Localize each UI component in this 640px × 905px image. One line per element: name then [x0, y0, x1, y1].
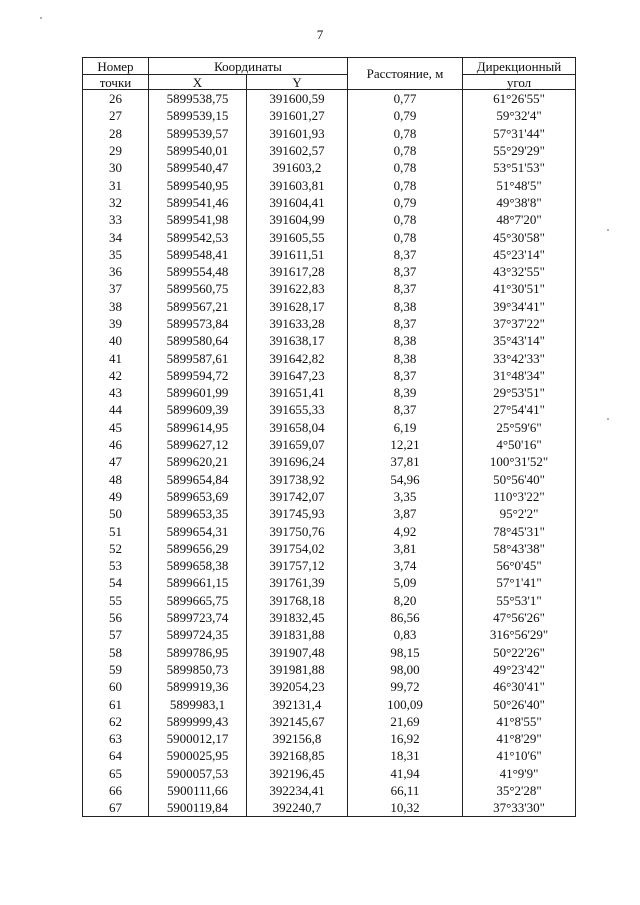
cell-angle: 50°26'40"	[463, 695, 576, 712]
cell-point-number: 48	[83, 471, 149, 488]
cell-y: 392054,23	[247, 678, 348, 695]
cell-x: 5899661,15	[149, 574, 247, 591]
cell-distance: 4,92	[348, 522, 463, 539]
page-number: 7	[316, 27, 324, 42]
cell-y: 391628,17	[247, 298, 348, 315]
cell-x: 5899919,36	[149, 678, 247, 695]
cell-x: 5899567,21	[149, 298, 247, 315]
table-row	[83, 176, 576, 193]
cell-x: 5899653,35	[149, 505, 247, 522]
cell-y: 392196,45	[247, 765, 348, 782]
cell-distance: 0,78	[348, 159, 463, 176]
cell-angle: 43°32'55"	[463, 263, 576, 280]
cell-distance: 98,00	[348, 661, 463, 678]
header-point-number-line2: точки	[83, 75, 149, 90]
cell-distance: 8,37	[348, 401, 463, 418]
table-row	[83, 125, 576, 142]
cell-distance: 8,37	[348, 246, 463, 263]
cell-angle: 57°1'41"	[463, 574, 576, 591]
cell-angle: 61°26'55"	[463, 90, 576, 108]
header-coordinates: Координаты	[149, 58, 348, 75]
cell-y: 391617,28	[247, 263, 348, 280]
cell-y: 392156,8	[247, 730, 348, 747]
cell-x: 5899538,75	[149, 90, 247, 108]
cell-x: 5899620,21	[149, 453, 247, 470]
cell-y: 391658,04	[247, 419, 348, 436]
cell-point-number: 37	[83, 280, 149, 297]
cell-angle: 39°34'41"	[463, 298, 576, 315]
table-row	[83, 488, 576, 505]
cell-distance: 0,78	[348, 228, 463, 245]
cell-distance: 6,19	[348, 419, 463, 436]
cell-angle: 31°48'34"	[463, 367, 576, 384]
cell-y: 391647,23	[247, 367, 348, 384]
cell-distance: 12,21	[348, 436, 463, 453]
cell-point-number: 26	[83, 90, 149, 108]
table-row	[83, 782, 576, 799]
cell-angle: 27°54'41"	[463, 401, 576, 418]
cell-x: 5899539,15	[149, 107, 247, 124]
header-y: Y	[247, 75, 348, 90]
cell-angle: 49°38'8"	[463, 194, 576, 211]
cell-angle: 49°23'42"	[463, 661, 576, 678]
table-row	[83, 194, 576, 211]
cell-point-number: 63	[83, 730, 149, 747]
cell-distance: 54,96	[348, 471, 463, 488]
cell-distance: 3,81	[348, 540, 463, 557]
cell-x: 5899539,57	[149, 125, 247, 142]
cell-point-number: 43	[83, 384, 149, 401]
cell-distance: 8,39	[348, 384, 463, 401]
table-row	[83, 315, 576, 332]
cell-y: 391651,41	[247, 384, 348, 401]
cell-angle: 58°43'38"	[463, 540, 576, 557]
cell-x: 5899609,39	[149, 401, 247, 418]
cell-angle: 37°33'30"	[463, 799, 576, 817]
cell-y: 391601,93	[247, 125, 348, 142]
header-angle-line1: Дирекционный	[476, 58, 562, 74]
table-row	[83, 349, 576, 366]
cell-angle: 33°42'33"	[463, 349, 576, 366]
cell-angle: 56°0'45"	[463, 557, 576, 574]
table-row	[83, 799, 576, 817]
table-row	[83, 246, 576, 263]
cell-angle: 50°56'40"	[463, 471, 576, 488]
cell-y: 391603,81	[247, 176, 348, 193]
scan-speck	[607, 229, 609, 231]
table-row	[83, 592, 576, 609]
cell-x: 5899850,73	[149, 661, 247, 678]
cell-distance: 37,81	[348, 453, 463, 470]
table-row	[83, 401, 576, 418]
cell-point-number: 34	[83, 228, 149, 245]
cell-distance: 8,20	[348, 592, 463, 609]
cell-x: 5900025,95	[149, 747, 247, 764]
cell-angle: 4°50'16"	[463, 436, 576, 453]
cell-angle: 41°10'6"	[463, 747, 576, 764]
cell-distance: 98,15	[348, 644, 463, 661]
cell-y: 391742,07	[247, 488, 348, 505]
header-point-line1: Номер	[97, 58, 134, 74]
cell-y: 391622,83	[247, 280, 348, 297]
table-row	[83, 211, 576, 228]
table-row	[83, 609, 576, 626]
cell-point-number: 50	[83, 505, 149, 522]
cell-distance: 18,31	[348, 747, 463, 764]
cell-distance: 5,09	[348, 574, 463, 591]
table-row	[83, 332, 576, 349]
cell-point-number: 55	[83, 592, 149, 609]
cell-distance: 8,37	[348, 367, 463, 384]
table-row	[83, 765, 576, 782]
cell-y: 391611,51	[247, 246, 348, 263]
cell-x: 5899724,35	[149, 626, 247, 643]
cell-x: 5899560,75	[149, 280, 247, 297]
cell-angle: 41°30'51"	[463, 280, 576, 297]
cell-x: 5900057,53	[149, 765, 247, 782]
cell-y: 391633,28	[247, 315, 348, 332]
cell-distance: 86,56	[348, 609, 463, 626]
table-row	[83, 436, 576, 453]
cell-distance: 10,32	[348, 799, 463, 817]
cell-x: 5899541,98	[149, 211, 247, 228]
header-distance: Расстояние, м	[348, 58, 463, 90]
header-x: X	[149, 75, 247, 90]
cell-point-number: 65	[83, 765, 149, 782]
cell-x: 5899656,29	[149, 540, 247, 557]
cell-distance: 0,79	[348, 107, 463, 124]
cell-y: 391738,92	[247, 471, 348, 488]
cell-y: 391600,59	[247, 90, 348, 108]
cell-x: 5899983,1	[149, 695, 247, 712]
cell-point-number: 66	[83, 782, 149, 799]
cell-y: 391832,45	[247, 609, 348, 626]
table-row	[83, 471, 576, 488]
table-row	[83, 298, 576, 315]
cell-angle: 316°56'29"	[463, 626, 576, 643]
cell-angle: 50°22'26"	[463, 644, 576, 661]
cell-point-number: 36	[83, 263, 149, 280]
cell-point-number: 28	[83, 125, 149, 142]
table-row	[83, 505, 576, 522]
table-row	[83, 730, 576, 747]
cell-y: 391603,2	[247, 159, 348, 176]
cell-x: 5899587,61	[149, 349, 247, 366]
cell-point-number: 59	[83, 661, 149, 678]
cell-angle: 45°23'14"	[463, 246, 576, 263]
table-row	[83, 540, 576, 557]
cell-distance: 41,94	[348, 765, 463, 782]
cell-y: 392168,85	[247, 747, 348, 764]
cell-distance: 3,35	[348, 488, 463, 505]
cell-y: 391604,99	[247, 211, 348, 228]
table-row	[83, 107, 576, 124]
table-row	[83, 263, 576, 280]
table-row	[83, 419, 576, 436]
cell-point-number: 53	[83, 557, 149, 574]
cell-angle: 110°3'22"	[463, 488, 576, 505]
table-row	[83, 142, 576, 159]
table-row	[83, 661, 576, 678]
cell-x: 5899627,12	[149, 436, 247, 453]
table-row	[83, 384, 576, 401]
cell-distance: 0,78	[348, 142, 463, 159]
cell-point-number: 67	[83, 799, 149, 817]
cell-point-number: 27	[83, 107, 149, 124]
cell-angle: 47°56'26"	[463, 609, 576, 626]
cell-distance: 0,78	[348, 125, 463, 142]
cell-y: 391602,57	[247, 142, 348, 159]
table-row	[83, 557, 576, 574]
table-row	[83, 90, 576, 108]
cell-y: 391757,12	[247, 557, 348, 574]
cell-x: 5899786,95	[149, 644, 247, 661]
cell-point-number: 30	[83, 159, 149, 176]
table-header	[83, 58, 576, 90]
cell-angle: 95°2'2"	[463, 505, 576, 522]
cell-y: 391745,93	[247, 505, 348, 522]
cell-angle: 45°30'58"	[463, 228, 576, 245]
cell-point-number: 60	[83, 678, 149, 695]
cell-distance: 3,74	[348, 557, 463, 574]
cell-distance: 3,87	[348, 505, 463, 522]
cell-x: 5899653,69	[149, 488, 247, 505]
table-row	[83, 695, 576, 712]
cell-point-number: 47	[83, 453, 149, 470]
cell-angle: 53°51'53"	[463, 159, 576, 176]
cell-angle: 48°7'20"	[463, 211, 576, 228]
cell-distance: 66,11	[348, 782, 463, 799]
cell-point-number: 61	[83, 695, 149, 712]
cell-angle: 57°31'44"	[463, 125, 576, 142]
cell-point-number: 39	[83, 315, 149, 332]
cell-x: 5899658,38	[149, 557, 247, 574]
cell-x: 5899723,74	[149, 609, 247, 626]
cell-y: 391981,88	[247, 661, 348, 678]
cell-point-number: 52	[83, 540, 149, 557]
cell-x: 5899573,84	[149, 315, 247, 332]
cell-distance: 8,38	[348, 349, 463, 366]
cell-angle: 41°8'29"	[463, 730, 576, 747]
cell-point-number: 41	[83, 349, 149, 366]
scan-speck	[40, 17, 42, 19]
cell-point-number: 54	[83, 574, 149, 591]
cell-x: 5899554,48	[149, 263, 247, 280]
scan-speck	[607, 418, 609, 420]
table-row	[83, 159, 576, 176]
coordinates-table	[82, 57, 576, 817]
cell-y: 392131,4	[247, 695, 348, 712]
cell-distance: 8,37	[348, 315, 463, 332]
cell-y: 391605,55	[247, 228, 348, 245]
cell-y: 391831,88	[247, 626, 348, 643]
cell-y: 391601,27	[247, 107, 348, 124]
cell-angle: 59°32'4"	[463, 107, 576, 124]
cell-point-number: 32	[83, 194, 149, 211]
cell-x: 5899541,46	[149, 194, 247, 211]
header-point-number	[83, 58, 149, 75]
table-row	[83, 678, 576, 695]
cell-y: 392240,7	[247, 799, 348, 817]
cell-y: 391655,33	[247, 401, 348, 418]
cell-x: 5900119,84	[149, 799, 247, 817]
header-angle	[463, 58, 576, 75]
cell-x: 5899654,84	[149, 471, 247, 488]
cell-point-number: 51	[83, 522, 149, 539]
cell-distance: 16,92	[348, 730, 463, 747]
cell-x: 5900111,66	[149, 782, 247, 799]
cell-point-number: 45	[83, 419, 149, 436]
cell-point-number: 44	[83, 401, 149, 418]
cell-y: 391604,41	[247, 194, 348, 211]
table-row	[83, 747, 576, 764]
cell-point-number: 35	[83, 246, 149, 263]
cell-distance: 0,78	[348, 211, 463, 228]
cell-distance: 99,72	[348, 678, 463, 695]
cell-angle: 51°48'5"	[463, 176, 576, 193]
cell-x: 5899999,43	[149, 713, 247, 730]
cell-angle: 78°45'31"	[463, 522, 576, 539]
cell-point-number: 31	[83, 176, 149, 193]
cell-y: 391659,07	[247, 436, 348, 453]
cell-angle: 55°53'1"	[463, 592, 576, 609]
cell-x: 5899665,75	[149, 592, 247, 609]
table-row	[83, 367, 576, 384]
cell-y: 391907,48	[247, 644, 348, 661]
cell-point-number: 29	[83, 142, 149, 159]
cell-y: 392234,41	[247, 782, 348, 799]
cell-x: 5899594,72	[149, 367, 247, 384]
cell-angle: 55°29'29"	[463, 142, 576, 159]
cell-distance: 0,83	[348, 626, 463, 643]
cell-y: 391642,82	[247, 349, 348, 366]
table-row	[83, 453, 576, 470]
cell-x: 5899542,53	[149, 228, 247, 245]
cell-x: 5899654,31	[149, 522, 247, 539]
cell-distance: 8,38	[348, 332, 463, 349]
cell-distance: 0,79	[348, 194, 463, 211]
table-row	[83, 280, 576, 297]
cell-x: 5899548,41	[149, 246, 247, 263]
cell-point-number: 57	[83, 626, 149, 643]
table-row	[83, 228, 576, 245]
cell-y: 391696,24	[247, 453, 348, 470]
table-row	[83, 574, 576, 591]
cell-angle: 41°9'9"	[463, 765, 576, 782]
cell-x: 5899601,99	[149, 384, 247, 401]
cell-x: 5899580,64	[149, 332, 247, 349]
cell-point-number: 58	[83, 644, 149, 661]
cell-angle: 25°59'6"	[463, 419, 576, 436]
table-row	[83, 522, 576, 539]
cell-angle: 41°8'55"	[463, 713, 576, 730]
table-row	[83, 626, 576, 643]
cell-angle: 100°31'52"	[463, 453, 576, 470]
cell-y: 391761,39	[247, 574, 348, 591]
cell-angle: 37°37'22"	[463, 315, 576, 332]
cell-y: 391638,17	[247, 332, 348, 349]
cell-point-number: 64	[83, 747, 149, 764]
cell-distance: 0,77	[348, 90, 463, 108]
cell-point-number: 42	[83, 367, 149, 384]
cell-distance: 100,09	[348, 695, 463, 712]
cell-angle: 29°53'51"	[463, 384, 576, 401]
cell-point-number: 33	[83, 211, 149, 228]
cell-point-number: 62	[83, 713, 149, 730]
cell-point-number: 46	[83, 436, 149, 453]
header-angle-line2: угол	[463, 75, 576, 90]
cell-point-number: 40	[83, 332, 149, 349]
cell-point-number: 56	[83, 609, 149, 626]
table-row	[83, 644, 576, 661]
cell-distance: 8,37	[348, 280, 463, 297]
cell-distance: 21,69	[348, 713, 463, 730]
table-body	[83, 90, 576, 817]
cell-angle: 46°30'41"	[463, 678, 576, 695]
cell-angle: 35°2'28"	[463, 782, 576, 799]
cell-y: 391750,76	[247, 522, 348, 539]
cell-point-number: 38	[83, 298, 149, 315]
cell-y: 391768,18	[247, 592, 348, 609]
table-row	[83, 713, 576, 730]
cell-point-number: 49	[83, 488, 149, 505]
cell-x: 5900012,17	[149, 730, 247, 747]
cell-distance: 8,38	[348, 298, 463, 315]
cell-y: 392145,67	[247, 713, 348, 730]
cell-x: 5899614,95	[149, 419, 247, 436]
cell-y: 391754,02	[247, 540, 348, 557]
cell-x: 5899540,01	[149, 142, 247, 159]
cell-x: 5899540,47	[149, 159, 247, 176]
cell-x: 5899540,95	[149, 176, 247, 193]
cell-distance: 8,37	[348, 263, 463, 280]
cell-angle: 35°43'14"	[463, 332, 576, 349]
cell-distance: 0,78	[348, 176, 463, 193]
